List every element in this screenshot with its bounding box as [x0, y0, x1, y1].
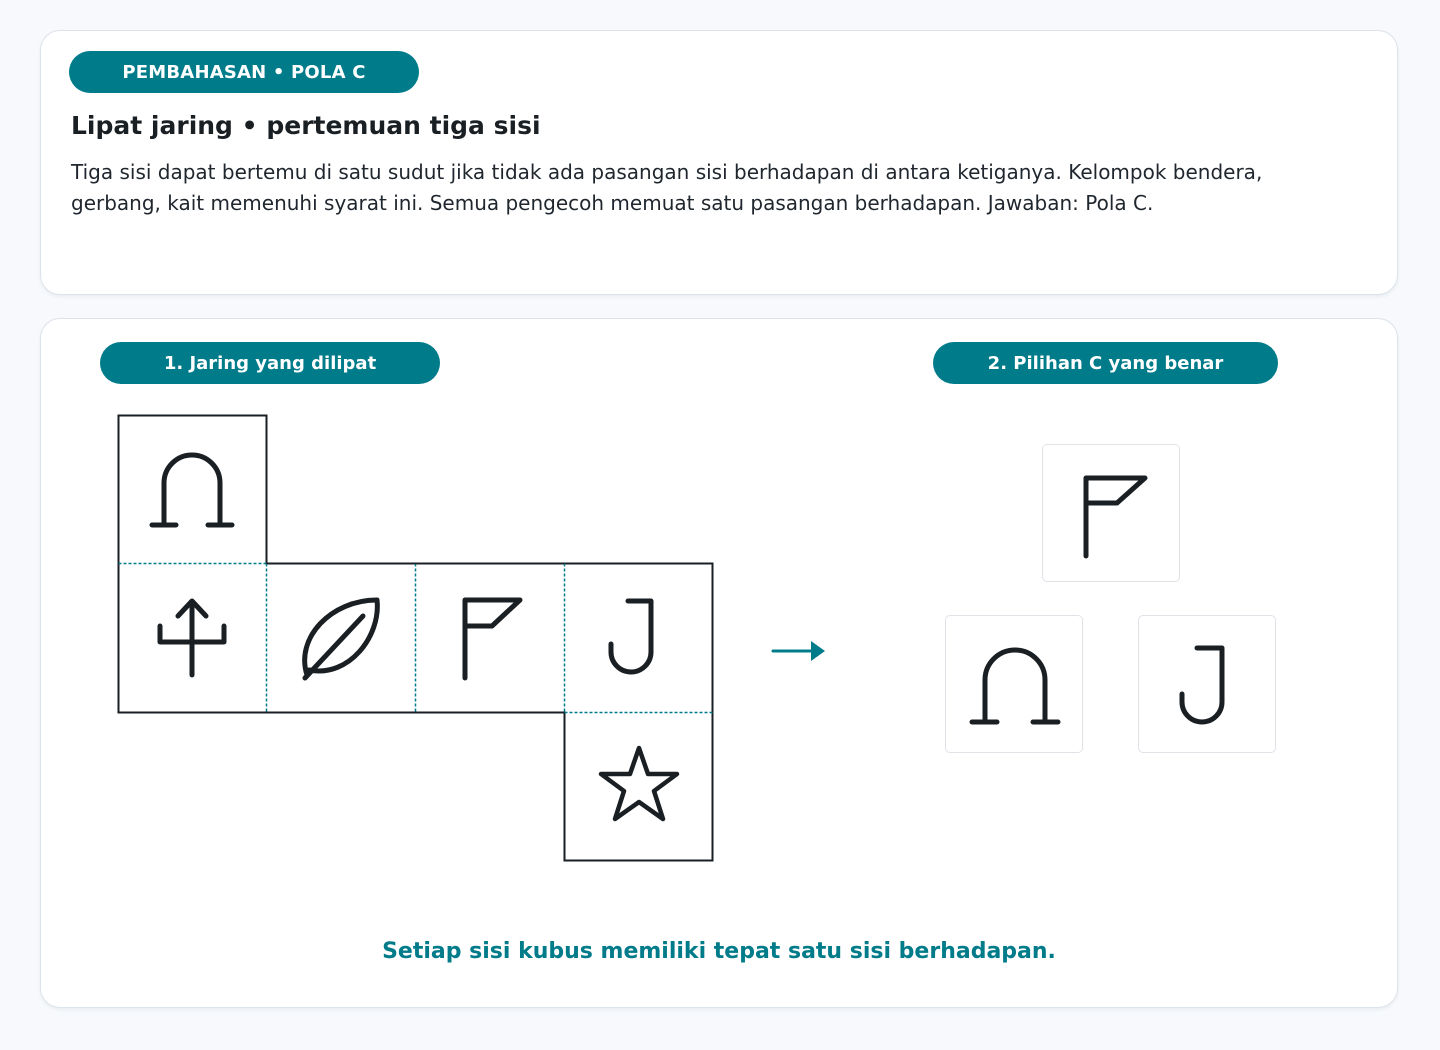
gate-icon — [972, 650, 1058, 722]
explanation-text: Tiga sisi dapat bertemu di satu sudut jika tidak ada pasangan sisi berhadapan di antara ketiganya. Kelompok bendera, gerbang, kait memenuhi syarat ini. Semua pengecoh memuat satu pasangan berhadapan. Jawaban: Pola C. — [71, 160, 1263, 215]
choice-face-gate — [945, 615, 1083, 753]
net-step-label: 1. Jaring yang dilipat — [100, 342, 440, 384]
page-title: Lipat jaring • pertemuan tiga sisi — [71, 111, 541, 140]
choice-face-flag — [1042, 444, 1180, 582]
choice-face-hook — [1138, 615, 1276, 753]
footer-note: Setiap sisi kubus memiliki tepat satu sisi berhadapan. — [382, 939, 1056, 964]
flag-icon — [1086, 478, 1145, 556]
cube-net — [117, 414, 717, 864]
arrow-right-icon — [771, 639, 831, 663]
explanation-card — [40, 30, 1398, 295]
section-badge: PEMBAHASAN • POLA C — [69, 51, 419, 93]
diagram-card — [40, 318, 1398, 1008]
choice-step-label: 2. Pilihan C yang benar — [933, 342, 1278, 384]
hook-icon — [1182, 648, 1222, 722]
